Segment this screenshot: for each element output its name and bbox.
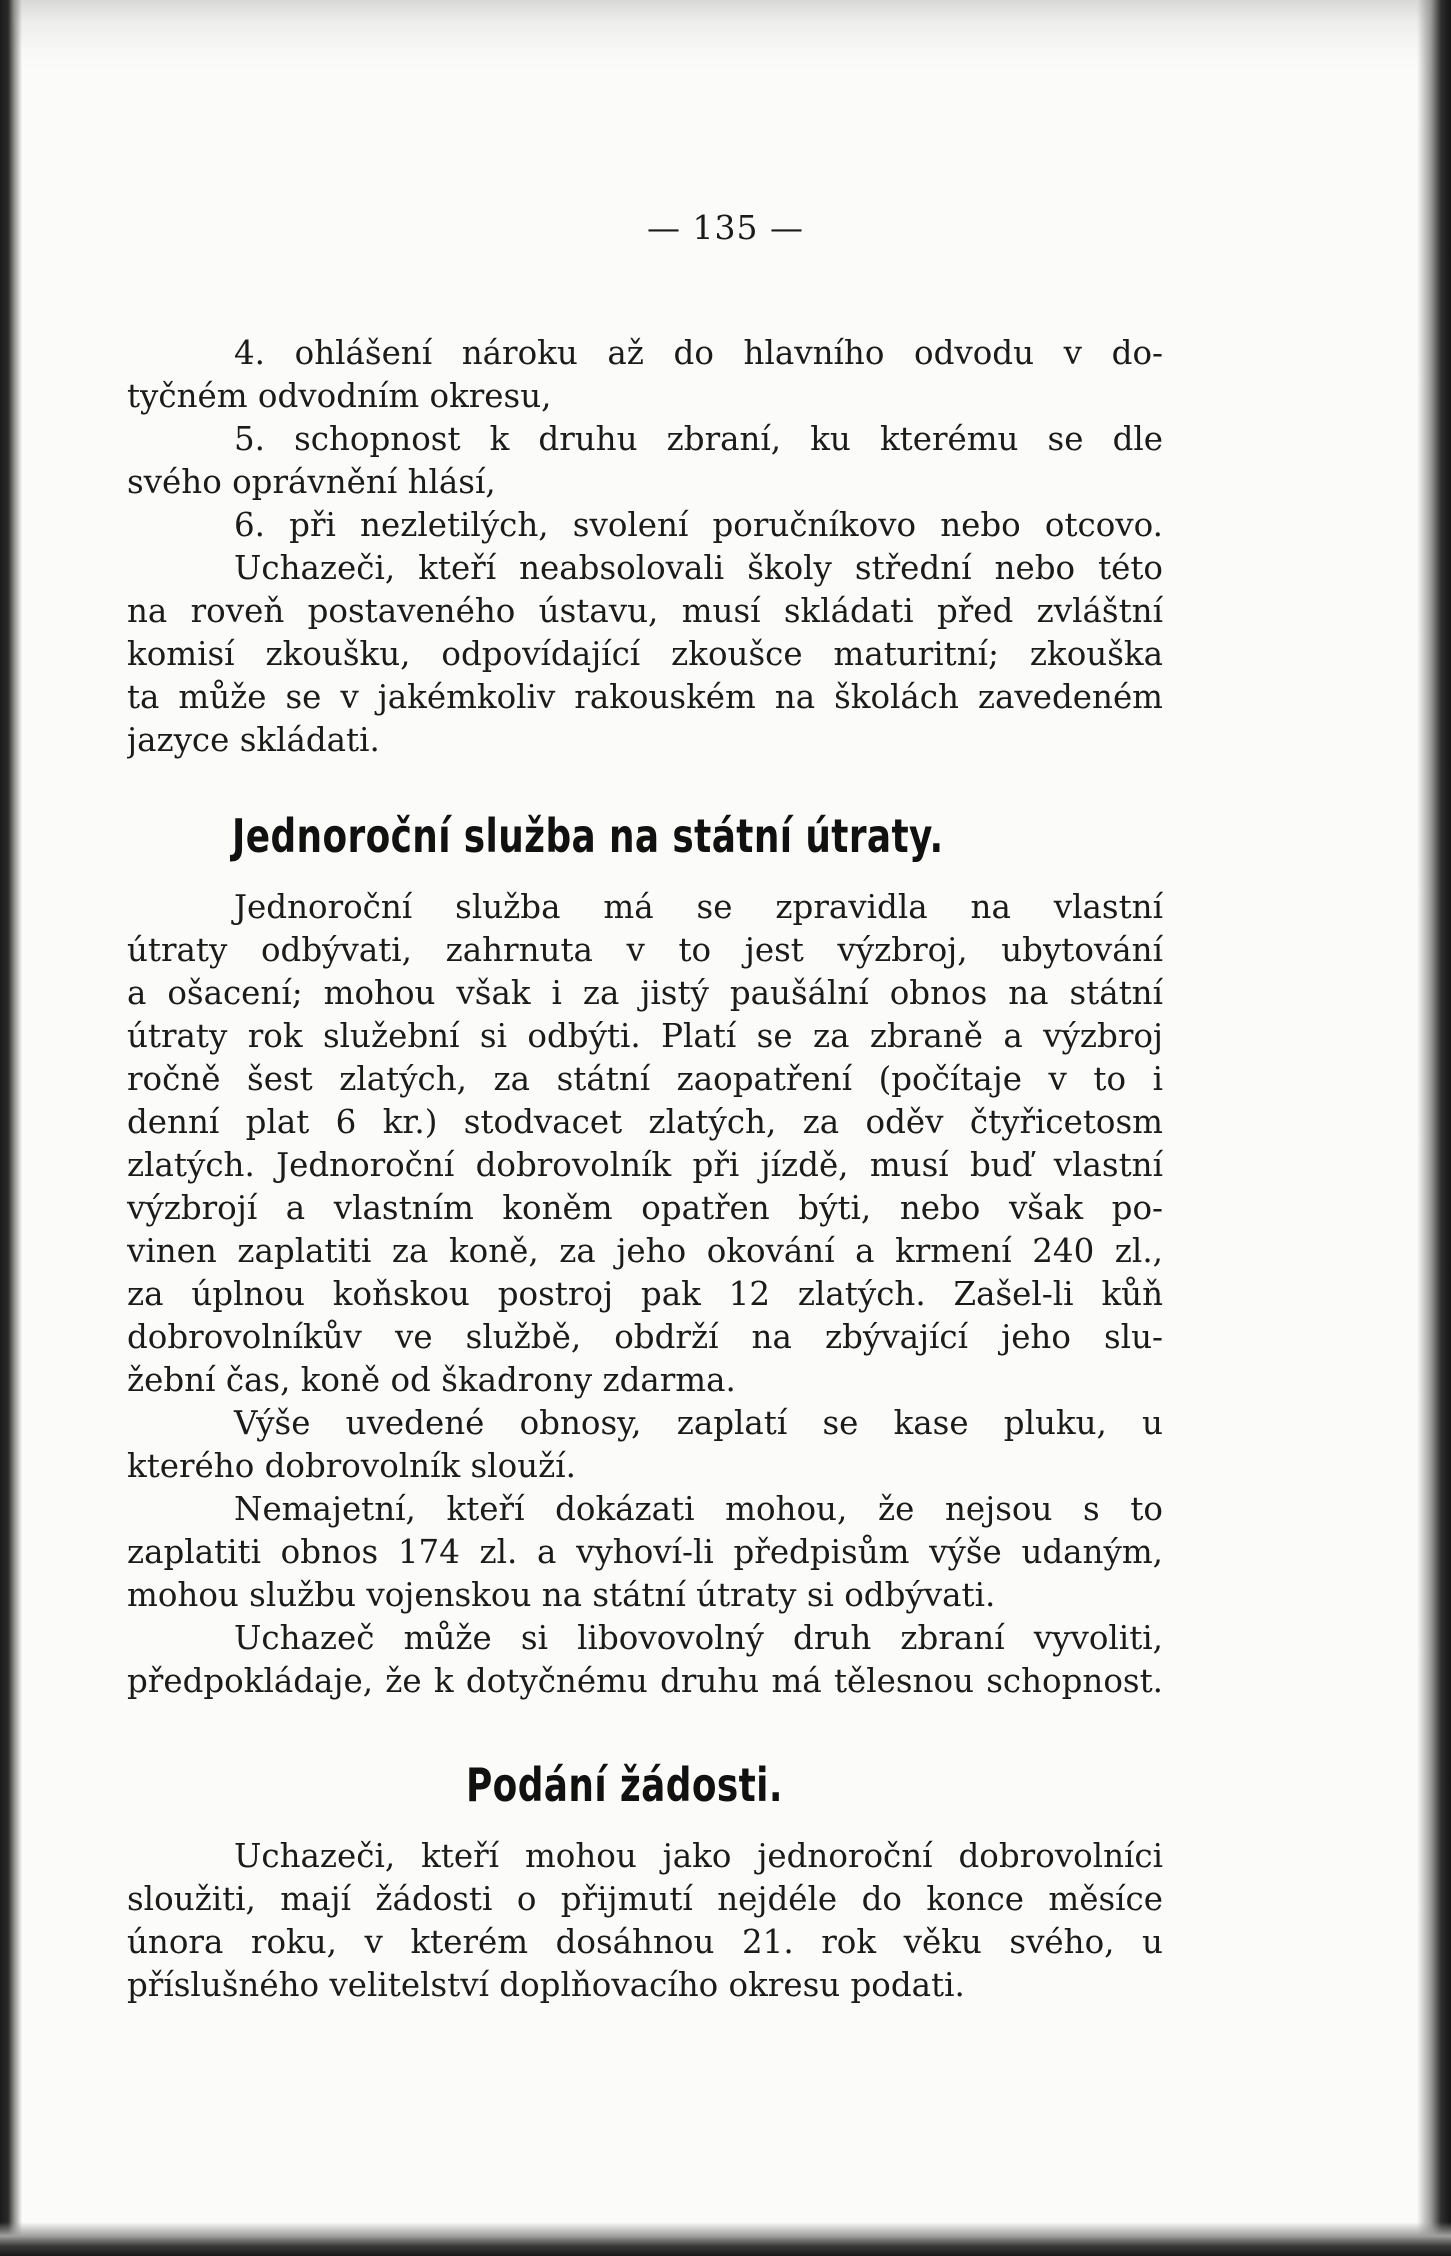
text-line: předpokládaje, že k dotyčnému druhu má tělesnou schopnost. — [127, 1662, 1163, 1700]
text-line: a ošacení; mohou však i za jistý paušální obnos na státní — [127, 974, 1163, 1012]
paragraph-requirements — [127, 332, 1163, 762]
text-line: mohou službu vojenskou na státní útraty si odbývati. — [127, 1576, 996, 1614]
page-number: — 135 — — [647, 208, 804, 247]
text-line: 5. schopnost k druhu zbraní, ku kterému se dle — [234, 420, 1163, 458]
section-application — [127, 1835, 1163, 2007]
text-line: svého oprávnění hlásí, — [127, 463, 496, 501]
text-line: jazyce skládati. — [127, 721, 380, 759]
section-state-service — [127, 886, 1163, 1703]
text-line: sloužiti, mají žádosti o přijmutí nejdéle do konce měsíce — [127, 1880, 1163, 1918]
text-line: tyčném odvodním okresu, — [127, 377, 552, 415]
text-line: kterého dobrovolník slouží. — [127, 1447, 576, 1485]
page-right-border — [1417, 0, 1451, 2256]
text-line: Uchazeči, kteří mohou jako jednoroční dobrovolníci — [234, 1837, 1163, 1875]
text-line: žební čas, koně od škadrony zdarma. — [127, 1361, 736, 1399]
text-line: Jednoroční služba má se zpravidla na vlastní — [234, 888, 1163, 926]
section-requirements — [127, 332, 1163, 762]
text-line: komisí zkoušku, odpovídající zkoušce maturitní; zkouška — [127, 635, 1163, 673]
section-heading: Podání žádosti. — [466, 1758, 783, 1812]
text-line: Nemajetní, kteří dokázati mohou, že nejsou s to — [234, 1490, 1163, 1528]
text-line: útraty rok služební si odbýti. Platí se za zbraně a výzbroj — [127, 1017, 1163, 1055]
page-bottom-border — [0, 2222, 1451, 2256]
text-line: Výše uvedené obnosy, zaplatí se kase pluku, u — [234, 1404, 1163, 1442]
paragraph-application — [127, 1835, 1163, 2007]
text-line: výzbrojí a vlastním koněm opatřen býti, nebo však po- — [127, 1189, 1163, 1227]
text-line: 4. ohlášení nároku až do hlavního odvodu v do- — [234, 334, 1163, 372]
page-top-shadow — [0, 0, 1451, 70]
text-line: za úplnou koňskou postroj pak 12 zlatých. Zašel-li kůň — [127, 1275, 1163, 1313]
text-line: denní plat 6 kr.) stodvacet zlatých, za oděv čtyřicetosm — [127, 1103, 1163, 1141]
text-line: Uchazeč může si libovovolný druh zbraní vyvoliti, — [234, 1619, 1163, 1657]
text-line: dobrovolníkův ve službě, obdrží na zbývající jeho slu- — [127, 1318, 1163, 1356]
text-line: ročně šest zlatých, za státní zaopatření (počítaje v to i — [127, 1060, 1163, 1098]
text-line: února roku, v kterém dosáhnou 21. rok věku svého, u — [127, 1923, 1163, 1961]
paragraph-state-service — [127, 886, 1163, 1703]
text-line: ta může se v jakémkoliv rakouském na školách zavedeném — [127, 678, 1163, 716]
text-line: vinen zaplatiti za koně, za jeho okování a krmení 240 zl., — [127, 1232, 1163, 1270]
text-line: zlatých. Jednoroční dobrovolník při jízdě, musí buď vlastní — [127, 1146, 1163, 1184]
page-left-border — [0, 0, 22, 2256]
text-line: příslušného velitelství doplňovacího okresu podati. — [127, 1966, 965, 2004]
text-line: na roveň postaveného ústavu, musí skládati před zvláštní — [127, 592, 1163, 630]
text-line: zaplatiti obnos 174 zl. a vyhoví-li předpisům výše udaným, — [127, 1533, 1163, 1571]
section-heading: Jednoroční služba na státní útraty. — [232, 809, 944, 863]
text-line: Uchazeči, kteří neabsolovali školy střední nebo této — [234, 549, 1163, 587]
text-line: 6. při nezletilých, svolení poručníkovo nebo otcovo. — [234, 506, 1163, 544]
text-line: útraty odbývati, zahrnuta v to jest výzbroj, ubytování — [127, 931, 1163, 969]
